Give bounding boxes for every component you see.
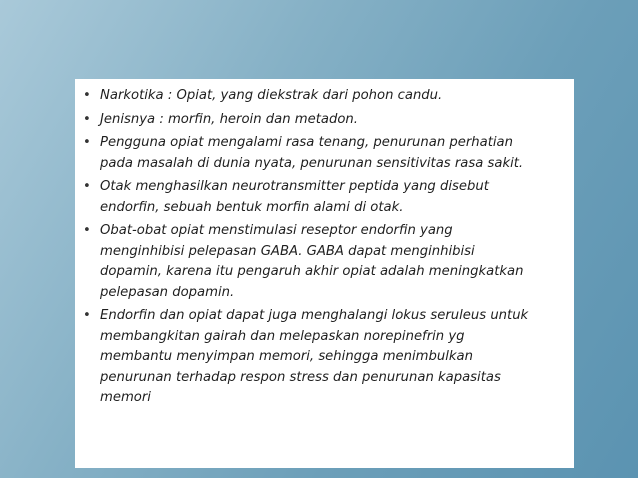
- list-item-text: menginhibisi pelepasan GABA. GABA dapat menginhibisi: [100, 243, 475, 259]
- list-item-text: Otak menghasilkan neurotransmitter peptida yang disebut: [100, 179, 489, 194]
- bullet-icon: •: [83, 308, 91, 323]
- list-item: [83, 221, 566, 303]
- list-item: [83, 177, 566, 218]
- bullet-icon: •: [83, 223, 91, 238]
- list-item-text: pada masalah di dunia nyata, penurunan sensitivitas rasa sakit.: [100, 155, 524, 171]
- list-item-text: Obat-obat opiat menstimulasi reseptor endorfin yang: [100, 223, 453, 238]
- bullet-icon: •: [83, 88, 91, 103]
- list-item: [83, 86, 566, 107]
- list-item-text: Jenisnya : morfin, heroin dan metadon.: [100, 111, 358, 127]
- list-item: [83, 110, 566, 131]
- list-item-text: membangkitan gairah dan melepaskan norepinefrin yg: [100, 328, 465, 344]
- list-item-text: Pengguna opiat mengalami rasa tenang, penurunan perhatian: [100, 135, 513, 150]
- list-item-text: membantu menyimpan memori, sehingga menimbulkan: [100, 349, 473, 364]
- list-item: [83, 133, 566, 174]
- list-item-text: Endorfin dan opiat dapat juga menghalangi lokus seruleus untuk: [100, 308, 529, 323]
- list-item: [83, 306, 566, 409]
- list-item-text: dopamin, karena itu pengaruh akhir opiat adalah meningkatkan: [100, 264, 524, 279]
- bullet-list: [83, 86, 566, 409]
- list-item-text: endorfin, sebuah bentuk morfin alami di otak.: [100, 199, 404, 215]
- list-item-text: Narkotika : Opiat, yang diekstrak dari pohon candu.: [100, 88, 443, 103]
- bullet-icon: •: [83, 135, 91, 150]
- list-item-text: pelepasan dopamin.: [100, 284, 235, 300]
- bullet-icon: •: [83, 111, 91, 127]
- list-item-text: memori: [100, 390, 151, 405]
- list-item-text: penurunan terhadap respon stress dan penurunan kapasitas: [100, 369, 501, 385]
- bullet-icon: •: [83, 179, 91, 194]
- content-panel: [75, 79, 574, 468]
